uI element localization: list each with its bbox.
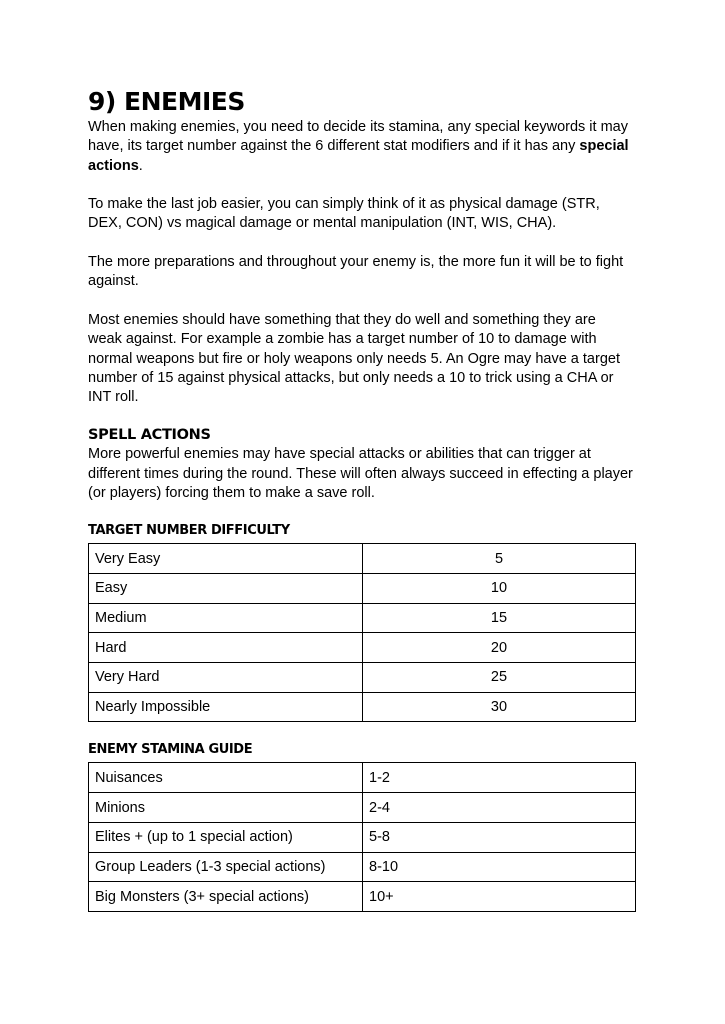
- spacer: [88, 503, 638, 522]
- table-cell-label: Big Monsters (3+ special actions): [89, 882, 363, 912]
- table-cell-label: Nearly Impossible: [89, 692, 363, 722]
- table-cell-label: Elites + (up to 1 special action): [89, 822, 363, 852]
- paragraph-line: normal weapons but fire or holy weapons only needs 5. An Ogre may have a target: [88, 350, 620, 367]
- intro-paragraph: [88, 118, 638, 176]
- spacer: [88, 234, 638, 253]
- paragraph-line: Most enemies should have something that they do well and something they are: [88, 311, 596, 328]
- table-cell-label: Nuisances: [89, 763, 363, 793]
- paragraph-line: (or players) forcing them to make a save roll.: [88, 485, 375, 502]
- table-row: [89, 574, 636, 604]
- paragraph-line: INT roll.: [88, 389, 139, 406]
- paragraph-line: different times during the round. These will often always succeed in effecting a player: [88, 465, 633, 482]
- intro-line-3: [88, 157, 638, 176]
- document-page: [88, 86, 638, 912]
- table-row: [89, 633, 636, 663]
- spacer: [88, 292, 638, 311]
- table-row: [89, 692, 636, 722]
- paragraph-strengths-weaknesses: [88, 311, 638, 407]
- difficulty-table-body: [89, 544, 636, 722]
- table-cell-value: 15: [363, 603, 636, 633]
- difficulty-table-heading: TARGET NUMBER DIFFICULTY: [88, 523, 290, 539]
- table-row: [89, 544, 636, 574]
- intro-line-3-text: .: [138, 157, 143, 174]
- paragraph-line: against.: [88, 273, 139, 290]
- paragraph-line: The more preparations and throughout your enemy is, the more fun it will be to fight: [88, 254, 624, 271]
- spacer: [88, 407, 638, 425]
- difficulty-table: [88, 543, 636, 722]
- paragraph-preparations: [88, 253, 638, 292]
- paragraph-damage-types: [88, 195, 638, 234]
- spell-actions-paragraph: [88, 445, 638, 503]
- paragraph-line: To make the last job easier, you can simply think of it as physical damage (STR,: [88, 196, 600, 213]
- table-cell-value: 5: [363, 544, 636, 574]
- spacer: [88, 722, 638, 741]
- table-cell-value: 25: [363, 663, 636, 693]
- stamina-table-body: [89, 763, 636, 911]
- paragraph-line: weak against. For example a zombie has a target number of 10 to damage with: [88, 331, 597, 348]
- intro-line-2-text: have, its target number against the 6 different stat modifiers and if it has any: [88, 138, 580, 155]
- intro-bold-actions: actions: [88, 157, 139, 174]
- intro-line-2: [88, 137, 638, 156]
- stamina-table: [88, 762, 636, 911]
- intro-bold-special: special: [579, 138, 629, 155]
- intro-line-1: When making enemies, you need to decide its stamina, any special keywords it may: [88, 119, 628, 135]
- table-cell-value: 10+: [363, 882, 636, 912]
- spell-actions-heading: SPELL ACTIONS: [88, 427, 211, 444]
- table-cell-value: 10: [363, 574, 636, 604]
- table-cell-value: 20: [363, 633, 636, 663]
- table-cell-label: Minions: [89, 793, 363, 823]
- spacer: [88, 176, 638, 195]
- table-row: [89, 882, 636, 912]
- paragraph-line: number of 15 against physical attacks, but only needs a 10 to trick using a CHA or: [88, 369, 614, 386]
- table-row: [89, 793, 636, 823]
- paragraph-line: DEX, CON) vs magical damage or mental manipulation (INT, WIS, CHA).: [88, 215, 557, 232]
- table-cell-label: Easy: [89, 574, 363, 604]
- table-row: [89, 852, 636, 882]
- table-cell-value: 5-8: [363, 822, 636, 852]
- table-cell-label: Group Leaders (1-3 special actions): [89, 852, 363, 882]
- table-cell-label: Medium: [89, 603, 363, 633]
- table-row: [89, 663, 636, 693]
- table-cell-value: 2-4: [363, 793, 636, 823]
- table-cell-value: 1-2: [363, 763, 636, 793]
- table-cell-label: Very Hard: [89, 663, 363, 693]
- table-cell-label: Hard: [89, 633, 363, 663]
- table-row: [89, 763, 636, 793]
- page-title: 9) ENEMIES: [88, 87, 245, 116]
- table-cell-label: Very Easy: [89, 544, 363, 574]
- table-row: [89, 603, 636, 633]
- stamina-table-heading: ENEMY STAMINA GUIDE: [88, 742, 253, 758]
- table-cell-value: 30: [363, 692, 636, 722]
- paragraph-line: More powerful enemies may have special attacks or abilities that can trigger at: [88, 446, 591, 463]
- table-cell-value: 8-10: [363, 852, 636, 882]
- table-row: [89, 822, 636, 852]
